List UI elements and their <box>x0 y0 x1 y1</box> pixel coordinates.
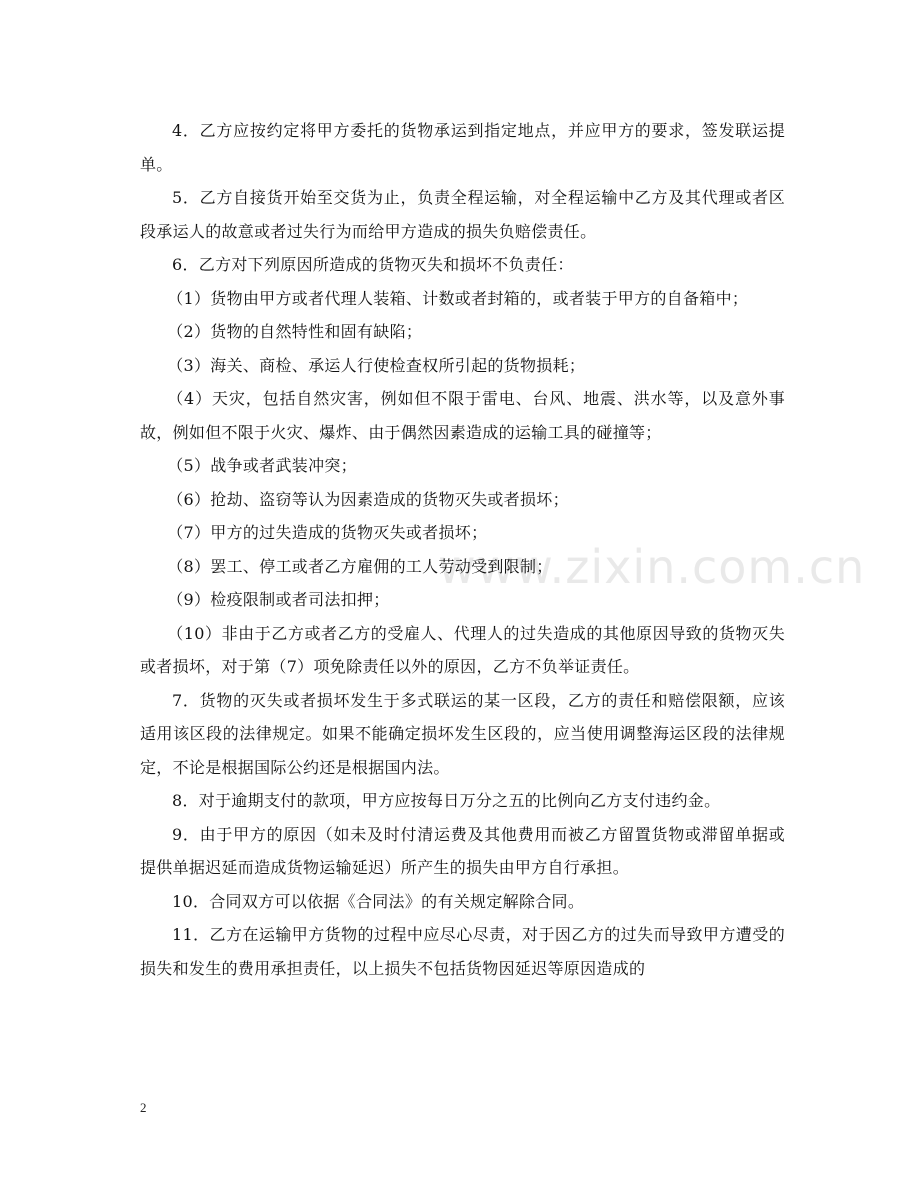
clause-item-7: （7）甲方的过失造成的货物灭失或者损坏； <box>167 523 488 542</box>
clause-item-2: （2）货物的自然特性和固有缺陷； <box>167 322 423 341</box>
paragraph-7: 7．货物的灭失或者损坏发生于多式联运的某一区段，乙方的责任和赔偿限额，应该适用该区段的法律规定。如果不能确定损坏发生区段的，应当使用调整海运区段的法律规定，不论是根据国际公约还是根据国内法。 <box>140 690 785 777</box>
clause-item-8: （8）罢工、停工或者乙方雇佣的工人劳动受到限制； <box>167 556 553 576</box>
paragraph-9: 9．由于甲方的原因（如未及时付清运费及其他费用而被乙方留置货物或滞留单据或提供单据迟延而造成货物运输延迟）所产生的损失由甲方自行承担。 <box>140 824 785 877</box>
clause-item-4: （4）天灾，包括自然灾害，例如但不限于雷电、台风、地震、洪水等，以及意外事故，例如但不限于火灾、爆炸、由于偶然因素造成的运输工具的碰撞等； <box>140 389 785 442</box>
paragraph-5: 5．乙方自接货开始至交货为止，负责全程运输，对全程运输中乙方及其代理或者区段承运人的故意或者过失行为而给甲方造成的损失负赔偿责任。 <box>140 188 785 241</box>
watermark: www.zixin.com.cn <box>438 540 866 594</box>
paragraph-6: 6．乙方对下列原因所造成的货物灭失和损坏不负责任： <box>172 255 574 274</box>
paragraph-10: 10．合同双方可以依据《合同法》的有关规定解除合同。 <box>172 891 585 911</box>
page-number: 2 <box>140 1100 147 1115</box>
clause-item-5: （5）战争或者武装冲突； <box>167 456 357 475</box>
clause-item-9: （9）检疫限制或者司法扣押； <box>167 590 390 609</box>
clause-item-10: （10）非由于乙方或者乙方的受雇人、代理人的过失造成的其他原因导致的货物灭失或者损坏，对于第（7）项免除责任以外的原因，乙方不负举证责任。 <box>140 623 785 676</box>
clause-item-3: （3）海关、商检、承运人行使检查权所引起的货物损耗； <box>167 355 586 375</box>
paragraph-4: 4．乙方应按约定将甲方委托的货物承运到指定地点，并应甲方的要求，签发联运提单。 <box>140 121 785 174</box>
paragraph-11: 11．乙方在运输甲方货物的过程中应尽心尽责，对于因乙方的过失而导致甲方遭受的损失和发生的费用承担责任，以上损失不包括货物因延迟等原因造成的 <box>140 925 785 978</box>
clause-item-6: （6）抢劫、盗窃等认为因素造成的货物灭失或者损坏； <box>167 489 569 509</box>
clause-item-1: （1）货物由甲方或者代理人装箱、计数或者封箱的，或者装于甲方的自备箱中； <box>167 288 749 308</box>
paragraph-8: 8．对于逾期支付的款项，甲方应按每日万分之五的比例向乙方支付违约金。 <box>172 791 721 810</box>
document-body <box>140 114 785 985</box>
